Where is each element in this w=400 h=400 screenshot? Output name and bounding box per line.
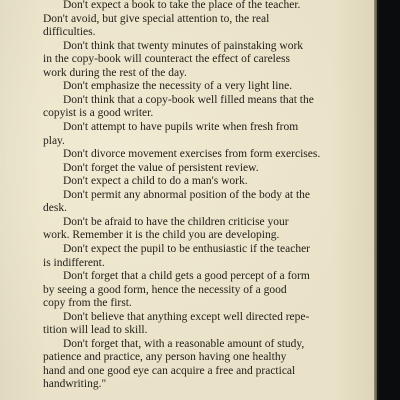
text-line: Don't expect a book to take the place of the teacher. <box>63 0 301 11</box>
text-line: in the copy-book will counteract the effect of careless <box>43 53 290 66</box>
text-line: work during the rest of the day. <box>43 66 187 79</box>
text-line: hand and one good eye can acquire a free and practical <box>43 364 296 377</box>
text-line: tition will lead to skill. <box>43 324 148 337</box>
text-line: copy from the first. <box>43 297 132 310</box>
text-line: difficulties. <box>43 26 96 39</box>
text-line: handwriting." <box>43 378 107 391</box>
text-line: Don't divorce movement exercises from form exercises. <box>63 148 321 161</box>
text-line: Don't expect a child to do a man's work. <box>63 175 248 188</box>
text-line: Don't be afraid to have the children criticise your <box>63 215 289 228</box>
text-line: Don't think that a copy-book well filled means that the <box>63 93 314 106</box>
text-line: Don't avoid, but give special attention to, the real <box>43 12 270 25</box>
text-line: Don't attempt to have pupils write when fresh from <box>63 121 299 133</box>
text-line: Don't forget that, with a reasonable amount of study, <box>63 337 305 350</box>
text-line: Don't think that twenty minutes of painstaking work <box>63 39 304 52</box>
text-line: Don't forget that a child gets a good percept of a form <box>63 270 310 282</box>
text-line: play. <box>43 134 65 147</box>
text-line: Don't forget the value of persistent review. <box>63 161 259 174</box>
text-line: Don't expect the pupil to be enthusiastic if the teacher <box>63 242 311 255</box>
text-line: Don't emphasize the necessity of a very light line. <box>63 80 293 93</box>
text-line: by seeing a good form, hence the necessity of a good <box>43 283 287 296</box>
text-line: Don't permit any abnormal position of the body at the <box>63 188 311 201</box>
text-line: work. Remember it is the child you are developing. <box>43 229 280 242</box>
text-line: Don't believe that anything except well directed repe- <box>63 310 310 323</box>
page-edge-shadow <box>374 0 380 400</box>
text-line: copyist is a good writer. <box>43 107 154 120</box>
text-line: desk. <box>43 202 67 215</box>
text-line: is indifferent. <box>43 256 105 269</box>
text-line: patience and practice, any person having one healthy <box>43 351 287 364</box>
